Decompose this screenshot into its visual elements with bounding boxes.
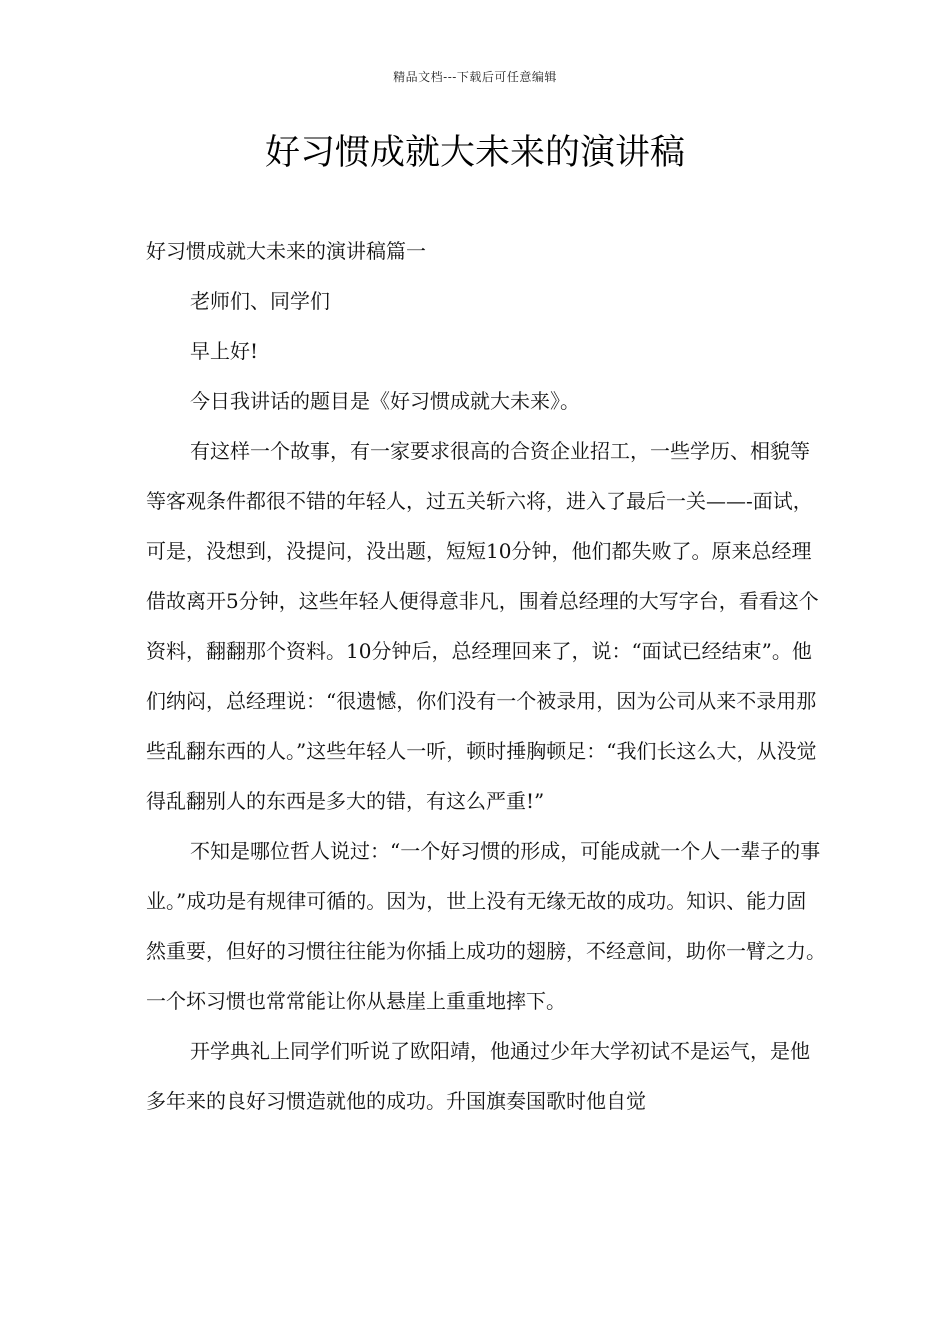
paragraph-greeting-audience: 老师们、同学们: [190, 289, 330, 313]
paragraph-good-morning: 早上好!: [190, 339, 259, 363]
paragraph-topic: 今日我讲话的题目是《好习惯成就大未来》。: [190, 389, 580, 413]
paragraph-ouyang: 开学典礼上同学们听说了欧阳靖，他通过少年大学初试不是运气，是他多年来的良好习惯造就他的成功。升国旗奏国歌时他自觉: [146, 1039, 810, 1113]
document-title: 好习惯成就大未来的演讲稿: [264, 133, 685, 173]
header-note: 精品文档---下载后可任意编辑: [393, 70, 557, 84]
paragraph-philosopher: 不知是哪位哲人说过：“一个好习惯的形成，可能成就一个人一辈子的事业。”成功是有规律可循的。因为，世上没有无缘无故的成功。知识、能力固然重要，但好的习惯往往能为你插上成功的翅膀，不经意间，助你一臂之力。一个坏习惯也常常能让你从悬崖上重重地摔下。: [146, 839, 826, 1013]
paragraph-story: 有这样一个故事，有一家要求很高的合资企业招工，一些学历、相貌等等客观条件都很不错的年轻人，过五关斩六将，进入了最后一关——-面试，可是，没想到，没提问，没出题，短短10分钟，他们都失败了。原来总经理借故离开5分钟，这些年轻人便得意非凡，围着总经理的大写字台，看看这个资料，翻翻那个资料。10分钟后，总经理回来了，说：“面试已经结束”。他们纳闷，总经理说：“很遗憾，你们没有一个被录用，因为公司从来不录用那些乱翻东西的人。”这些年轻人一听，顿时捶胸顿足：“我们长这么大，从没觉得乱翻别人的东西是多大的错，有这么严重!”: [146, 439, 819, 813]
section-subtitle: 好习惯成就大未来的演讲稿篇一: [146, 239, 426, 263]
document-body: [146, 226, 826, 1126]
